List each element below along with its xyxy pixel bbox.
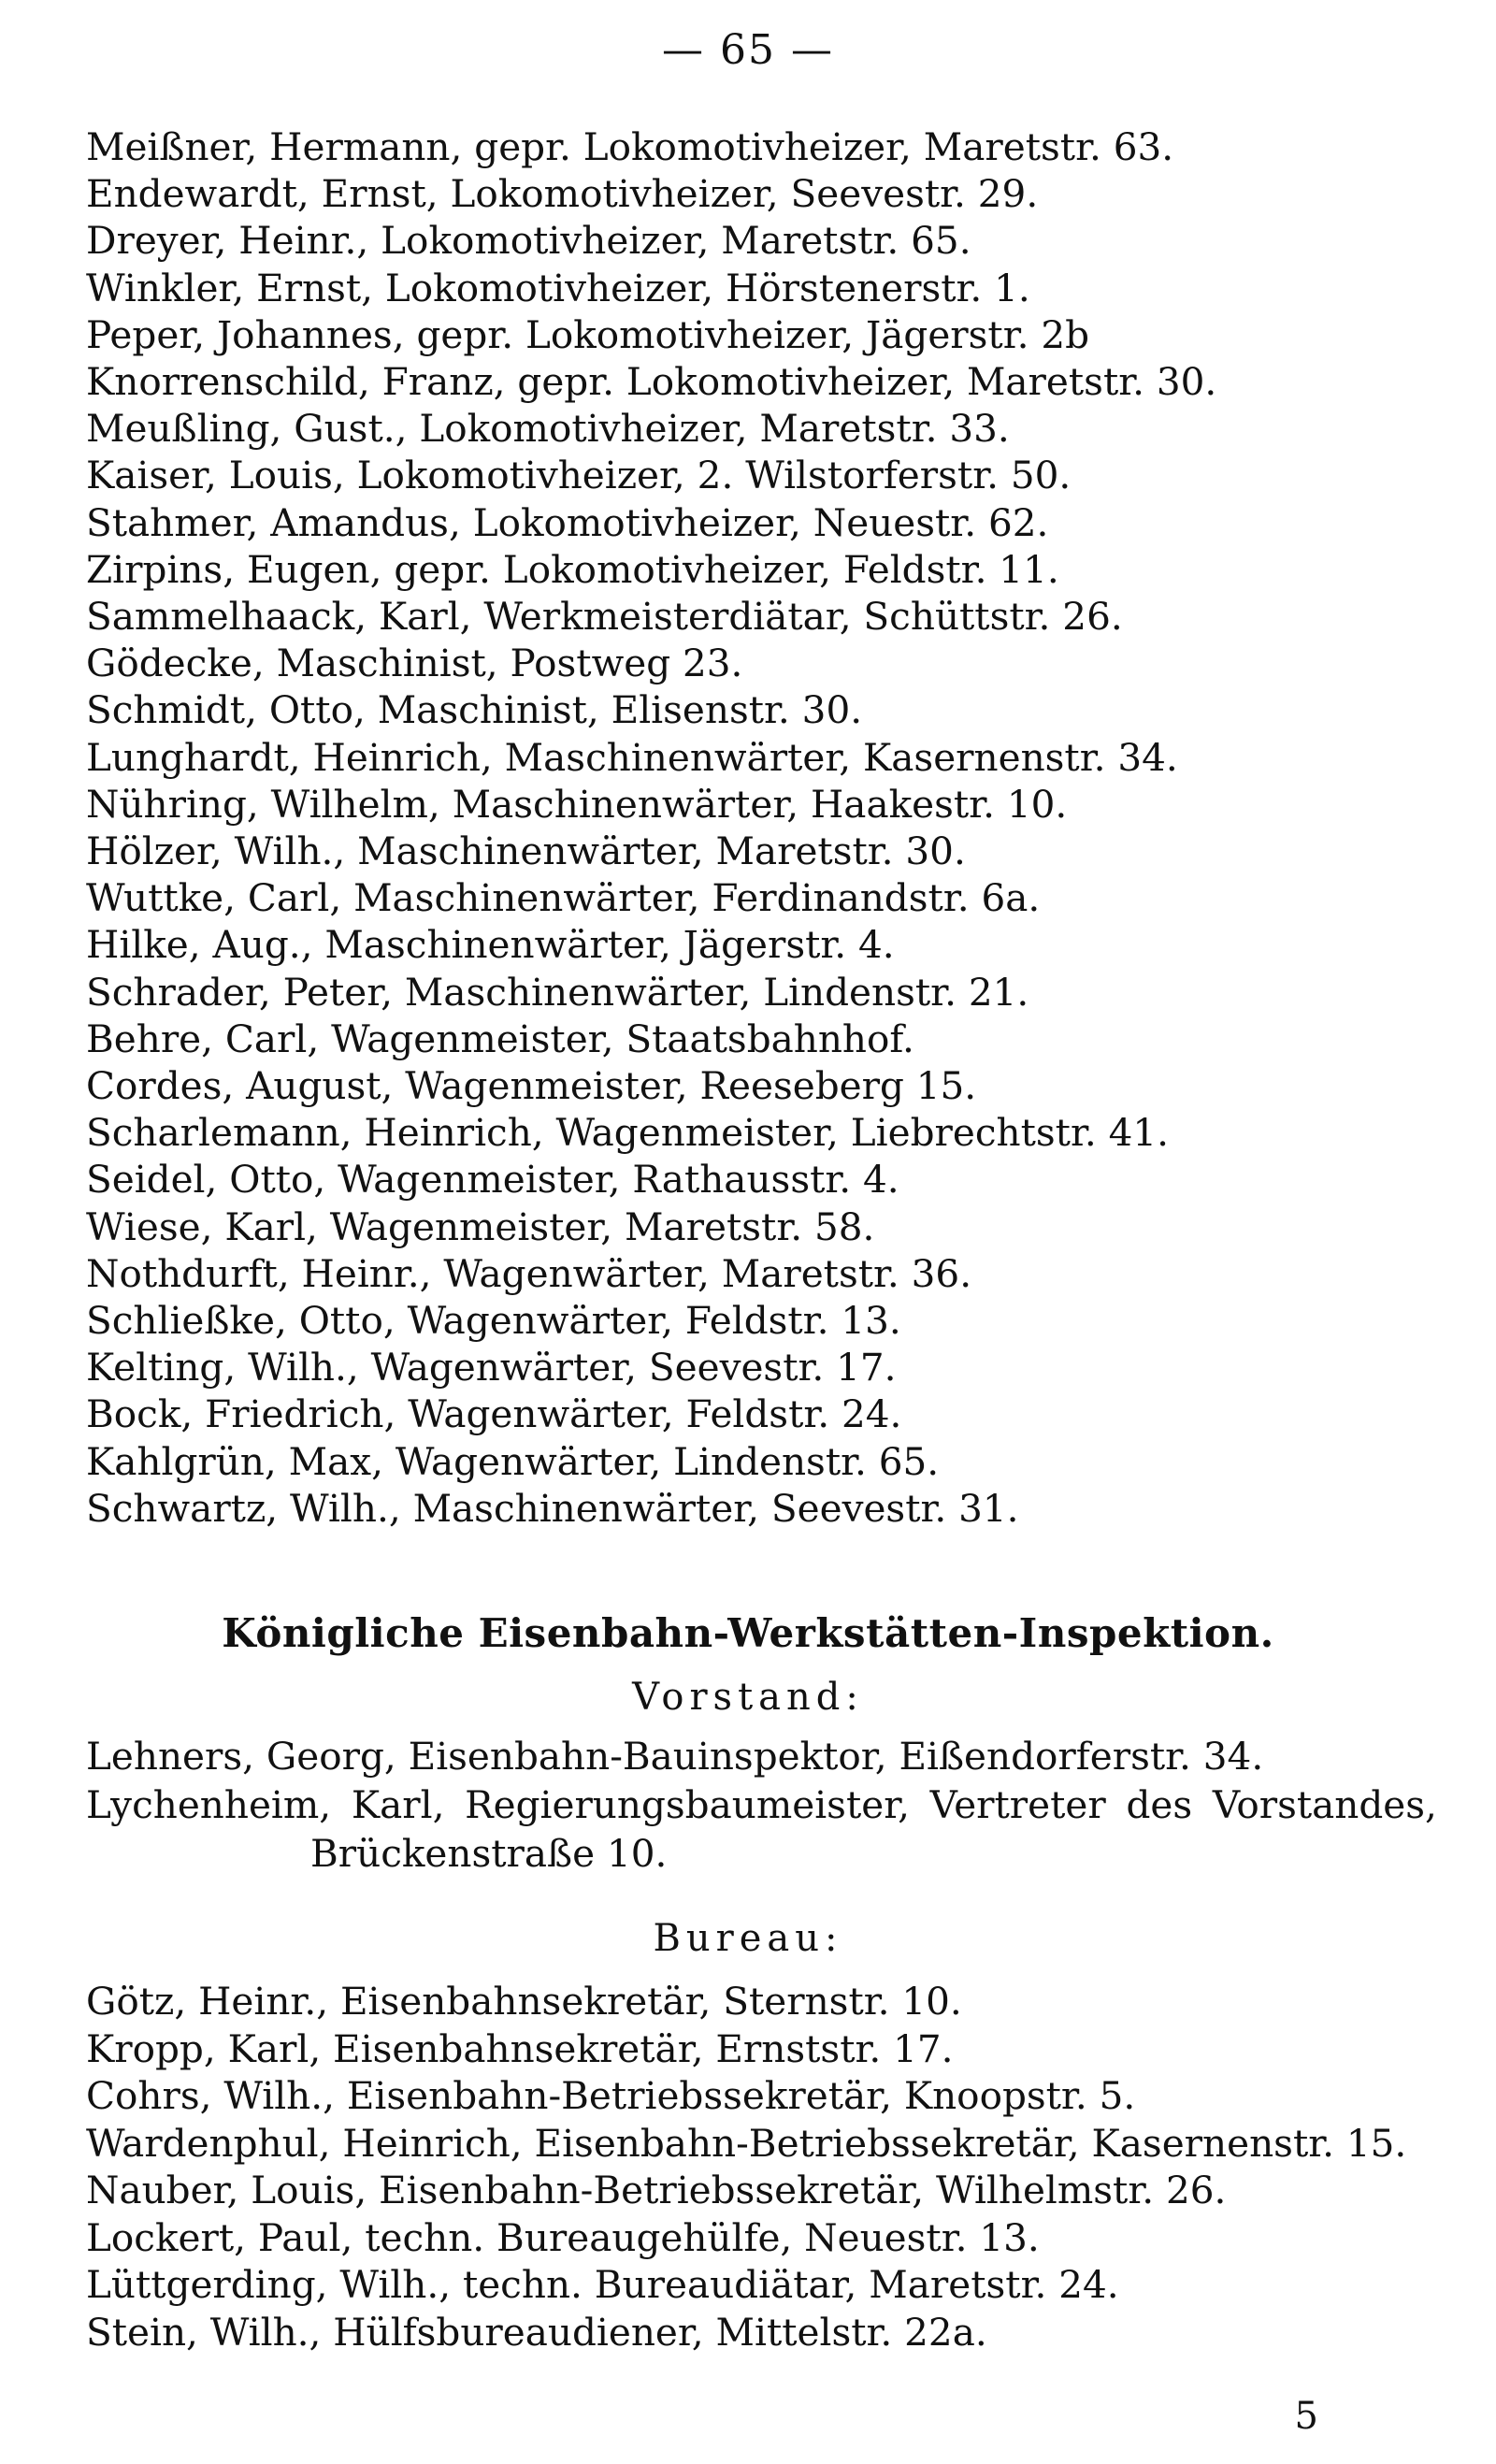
list-item: Bock, Friedrich, Wagenwärter, Feldstr. 24. [86, 1391, 902, 1437]
list-item: Gödecke, Maschinist, Postweg 23. [86, 641, 743, 686]
list-item: Lockert, Paul, techn. Bureaugehülfe, Neuestr. 13. [86, 2214, 1040, 2260]
vorstand-heading: Vorstand: [632, 1676, 864, 1719]
list-item [86, 1780, 1437, 1829]
list-item: Kelting, Wilh., Wagenwärter, Seevestr. 17. [86, 1345, 897, 1391]
list-item: Meißner, Hermann, gepr. Lokomotivheizer, Maretstr. 63. [86, 124, 1174, 169]
list-item-continuation: Brückenstraße 10. [310, 1831, 668, 1876]
list-item: Wiese, Karl, Wagenmeister, Maretstr. 58. [86, 1203, 875, 1249]
list-item: Stahmer, Amandus, Lokomotivheizer, Neuestr. 62. [86, 499, 1049, 545]
list-item: Kahlgrün, Max, Wagenwärter, Lindenstr. 65. [86, 1438, 940, 1484]
list-item: Wuttke, Carl, Maschinenwärter, Ferdinandstr. 6a. [86, 875, 1041, 921]
list-item: Götz, Heinr., Eisenbahnsekretär, Sternstr. 10. [86, 1979, 962, 2024]
list-item: Nühring, Wilhelm, Maschinenwärter, Haakestr. 10. [86, 781, 1068, 827]
word: Vorstandes, [1212, 1782, 1437, 1827]
list-item: Zirpins, Eugen, gepr. Lokomotivheizer, Feldstr. 11. [86, 546, 1059, 592]
list-item: Meußling, Gust., Lokomotivheizer, Maretstr. 33. [86, 406, 1010, 452]
signature-mark: 5 [1294, 2395, 1318, 2438]
list-item: Schwartz, Wilh., Maschinenwärter, Seevestr. 31. [86, 1485, 1019, 1531]
word: Vertreter [929, 1782, 1106, 1827]
list-item: Nothdurft, Heinr., Wagenwärter, Maretstr. 36. [86, 1250, 972, 1296]
list-item: Schmidt, Otto, Maschinist, Elisenstr. 30. [86, 687, 863, 733]
vorstand-list [86, 1732, 1451, 1878]
list-item: Endewardt, Ernst, Lokomotivheizer, Seevestr. 29. [86, 171, 1039, 217]
word: Lychenheim, [86, 1782, 332, 1827]
list-item: Schließke, Otto, Wagenwärter, Feldstr. 13. [86, 1298, 901, 1344]
page-number: — 65 — [662, 26, 834, 74]
list-item: Peper, Johannes, gepr. Lokomotivheizer, Jägerstr. 2b [86, 311, 1090, 357]
list-item: Lehners, Georg, Eisenbahn-Bauinspektor, Eißendorferstr. 34. [86, 1734, 1264, 1779]
list-item: Sammelhaack, Karl, Werkmeisterdiätar, Schüttstr. 26. [86, 594, 1123, 640]
list-item: Nauber, Louis, Eisenbahn-Betriebssekretär, Wilhelmstr. 26. [86, 2168, 1227, 2212]
list-item: Wardenphul, Heinrich, Eisenbahn-Betriebssekretär, Kasernenstr. 15. [86, 2120, 1407, 2166]
word: des [1126, 1782, 1193, 1827]
list-item: Seidel, Otto, Wagenmeister, Rathausstr. 4. [86, 1157, 899, 1203]
bureau-list [86, 1978, 1451, 2356]
list-item: Hölzer, Wilh., Maschinenwärter, Maretstr. 30. [86, 829, 966, 874]
section-heading: Königliche Eisenbahn-Werkstätten-Inspektion. [222, 1610, 1274, 1656]
list-item: Lüttgerding, Wilh., techn. Bureaudiätar, Maretstr. 24. [86, 2262, 1119, 2307]
list-item: Winkler, Ernst, Lokomotivheizer, Hörstenerstr. 1. [86, 265, 1030, 310]
list-item: Behre, Carl, Wagenmeister, Staatsbahnhof. [86, 1016, 914, 1061]
word: Regierungsbaumeister, [465, 1782, 910, 1827]
word: Karl, [351, 1782, 445, 1827]
list-item: Cordes, August, Wagenmeister, Reeseberg 15. [86, 1063, 977, 1109]
list-item: Lunghardt, Heinrich, Maschinenwärter, Kasernenstr. 34. [86, 734, 1178, 780]
list-item: Kaiser, Louis, Lokomotivheizer, 2. Wilstorferstr. 50. [86, 453, 1072, 498]
list-item: Dreyer, Heinr., Lokomotivheizer, Maretstr. 65. [86, 218, 971, 264]
list-item: Knorrenschild, Franz, gepr. Lokomotivheizer, Maretstr. 30. [86, 359, 1217, 405]
list-item: Scharlemann, Heinrich, Wagenmeister, Liebrechtstr. 41. [86, 1110, 1170, 1156]
list-item: Kropp, Karl, Eisenbahnsekretär, Ernststr. 17. [86, 2025, 954, 2071]
bureau-heading: Bureau: [653, 1917, 843, 1960]
entry-list [86, 123, 1451, 1532]
list-item: Cohrs, Wilh., Eisenbahn-Betriebssekretär, Knoopstr. 5. [86, 2073, 1136, 2118]
list-item: Hilke, Aug., Maschinenwärter, Jägerstr. 4. [86, 922, 895, 968]
list-item: Schrader, Peter, Maschinenwärter, Lindenstr. 21. [86, 969, 1029, 1015]
list-item: Stein, Wilh., Hülfsbureaudiener, Mittelstr. 22a. [86, 2309, 987, 2355]
